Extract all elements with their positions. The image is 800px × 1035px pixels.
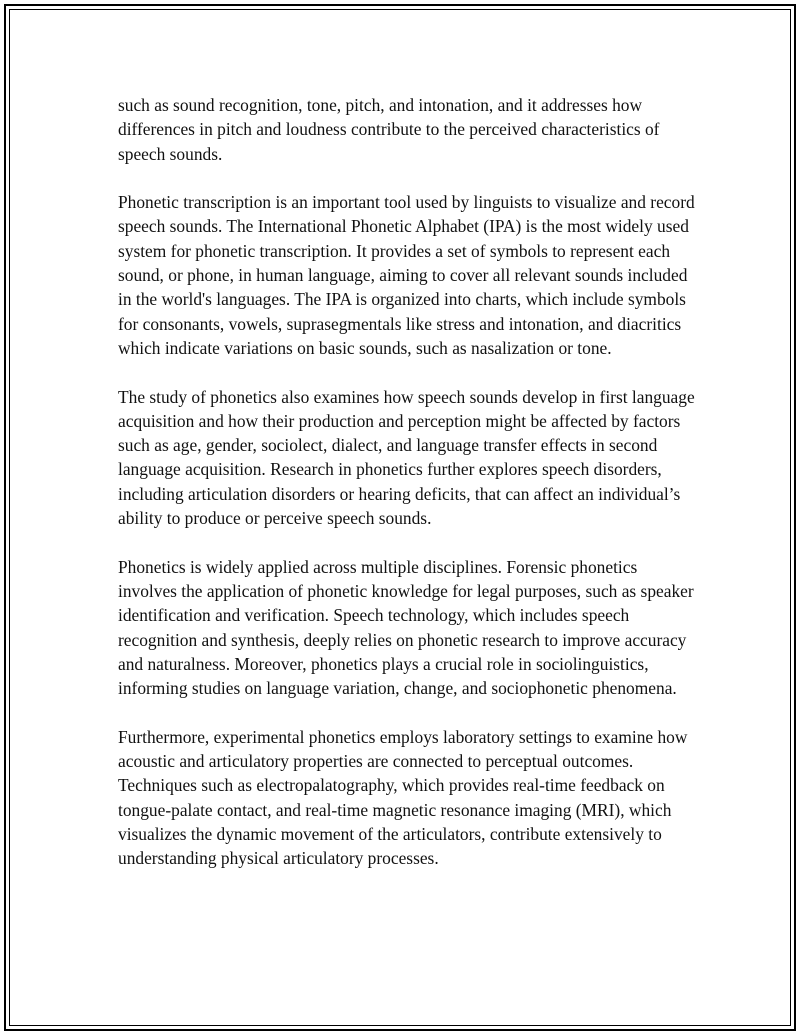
paragraph: such as sound recognition, tone, pitch, and intonation, and it addresses how differences in pitch and loudness contribute to the perceived characteristics of speech sounds. (118, 95, 660, 164)
paragraph: Furthermore, experimental phonetics employs laboratory settings to examine how acoustic and articulatory properties are connected to perceptual outcomes. Techniques such as electropalatography, which provides real-time feedback on tongue-palate contact, and real-time magnetic resonance imaging (MRI), which visualizes the dynamic movement of the articulators, contribute extensively to understanding physical articulatory processes. (118, 726, 688, 869)
paragraph: Phonetics is widely applied across multiple disciplines. Forensic phonetics involves the application of phonetic knowledge for legal purposes, such as speaker identification and verification. Speech technology, which includes speech recognition and synthesis, deeply relies on phonetic research to improve accuracy and naturalness. Moreover, phonetics plays a crucial role in sociolinguistics, informing studies on language variation, change, and sociophonetic phenomena. (118, 556, 694, 699)
paragraph: Phonetic transcription is an important tool used by linguists to visualize and record speech sounds. The International Phonetic Alphabet (IPA) is the most widely used system for phonetic transcription. It provides a set of symbols to represent each sound, or phone, in human language, aiming to cover all relevant sounds included in the world's languages. The IPA is organized into charts, which include symbols for consonants, vowels, suprasegmentals like stress and intonation, and diacritics which indicate variations on basic sounds, such as nasalization or tone. (118, 192, 695, 358)
paragraph: The study of phonetics also examines how speech sounds develop in first language acquisition and how their production and perception might be affected by factors such as age, gender, sociolect, dialect, and language transfer effects in second language acquisition. Research in phonetics further explores speech disorders, including articulation disorders or hearing deficits, that can affect an individual’s ability to produce or perceive speech sounds. (118, 386, 695, 529)
document-body (118, 93, 698, 895)
